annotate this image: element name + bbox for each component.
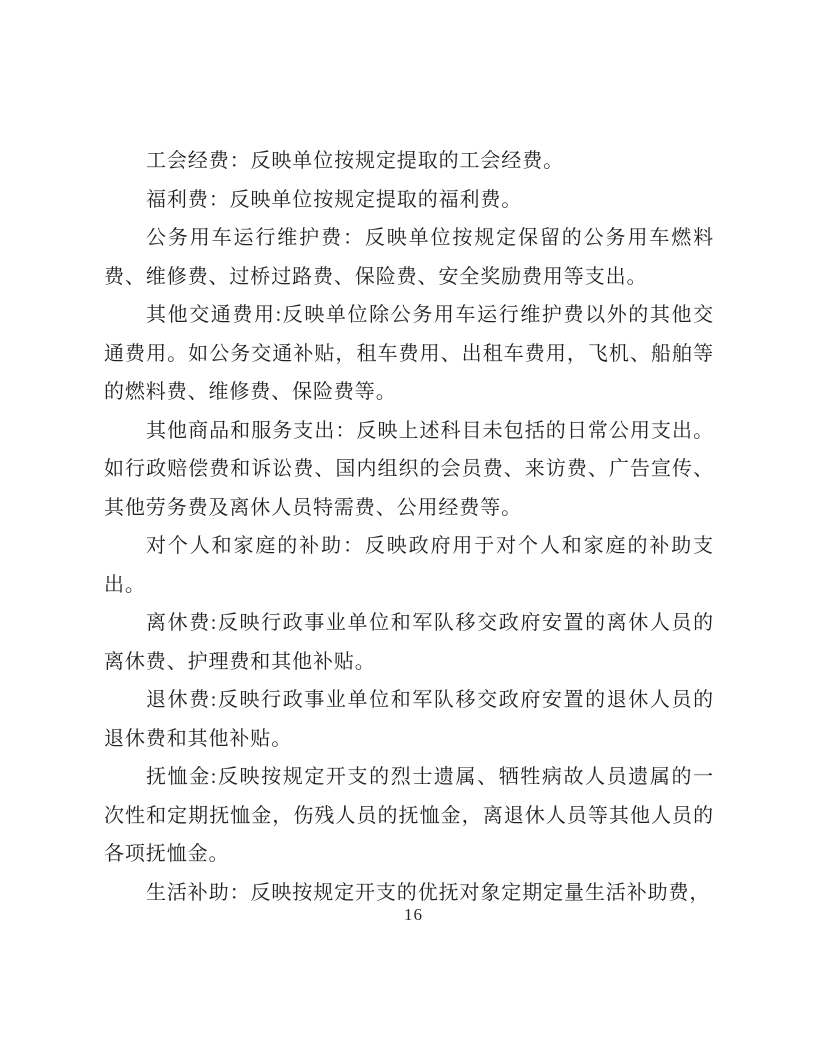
text-line: 出。 [104, 573, 146, 596]
text-line: 对个人和家庭的补助：反映政府用于对个人和家庭的补助支 [146, 535, 714, 557]
text-line: 的燃料费、维修费、保险费等。 [104, 381, 397, 403]
paragraph [104, 296, 714, 412]
text-line: 抚恤金:反映按规定开支的烈士遗属、牺牲病故人员遗属的一 [146, 766, 714, 788]
text-line: 其他劳务费及离休人员特需费、公用经费等。 [104, 496, 522, 519]
paragraph [104, 219, 714, 296]
text-line: 次性和定期抚恤金，伤残人员的抚恤金，离退休人员等其他人员的 [104, 804, 714, 827]
text-line: 离休费:反映行政事业单位和军队移交政府安置的离休人员的 [146, 612, 714, 634]
text-line: 其他交通费用:反映单位除公务用车运行维护费以外的其他交 [146, 304, 714, 326]
paragraph [104, 142, 714, 181]
text-line: 生活补助：反映按规定开支的优抚对象定期定量生活补助费， [146, 881, 711, 904]
text-line: 如行政赔偿费和诉讼费、国内组织的会员费、来访费、广告宣传、 [104, 458, 714, 480]
text-line: 工会经费：反映单位按规定提取的工会经费。 [146, 150, 564, 172]
text-line: 通费用。如公务交通补贴，租车费用、出租车费用，飞机、船舶等 [104, 342, 714, 365]
text-line: 退休费:反映行政事业单位和军队移交政府安置的退休人员的 [146, 689, 714, 711]
page-number: 16 [404, 905, 423, 924]
text-line: 费、维修费、过桥过路费、保险费、安全奖励费用等支出。 [104, 265, 648, 288]
paragraph [104, 181, 714, 220]
paragraph [104, 604, 714, 681]
paragraph [104, 412, 714, 528]
document-body [104, 142, 714, 912]
paragraph [104, 758, 714, 874]
paragraph [104, 681, 714, 758]
text-line: 退休费和其他补贴。 [104, 727, 293, 750]
text-line: 各项抚恤金。 [104, 843, 230, 865]
text-line: 福利费：反映单位按规定提取的福利费。 [146, 188, 523, 211]
paragraph [104, 527, 714, 604]
text-line: 其他商品和服务支出：反映上述科目未包括的日常公用支出。 [146, 419, 714, 442]
text-line: 离休费、护理费和其他补贴。 [104, 650, 376, 673]
text-line: 公务用车运行维护费：反映单位按规定保留的公务用车燃料 [146, 227, 714, 249]
